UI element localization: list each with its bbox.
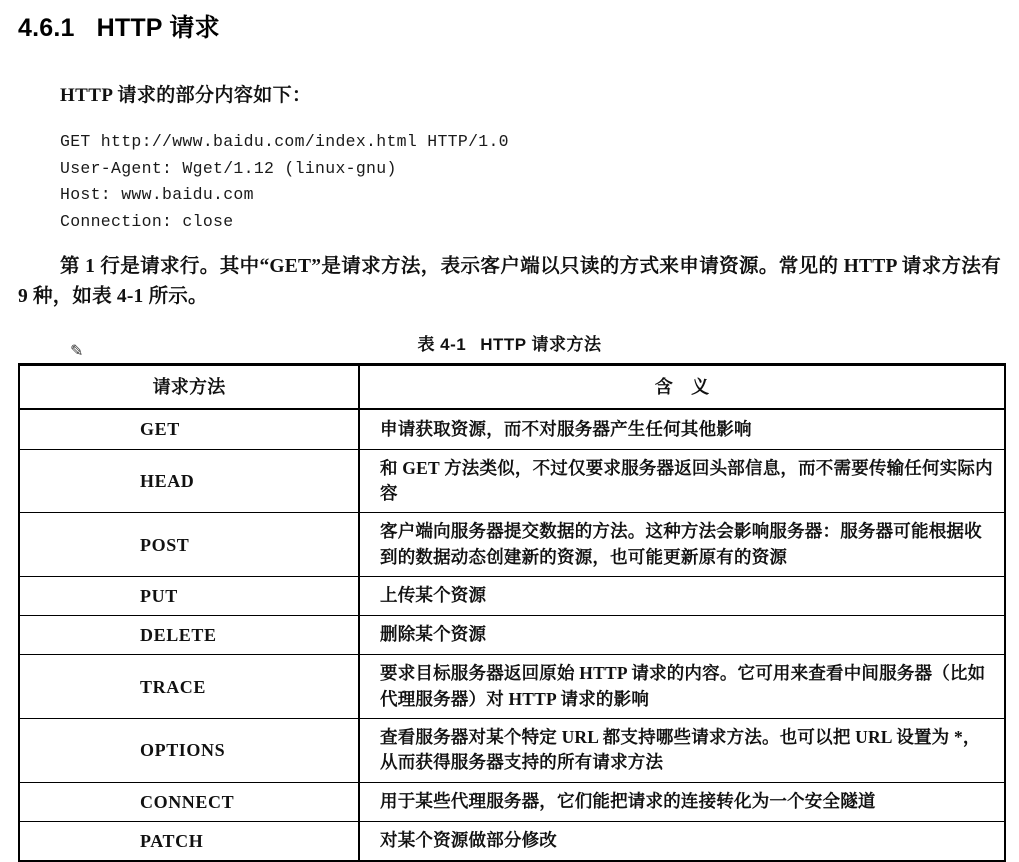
table-cell-meaning: 对某个资源做部分修改 — [359, 821, 1005, 861]
table-header-meaning: 含 义 — [359, 365, 1005, 410]
table-cell-method: CONNECT — [19, 782, 359, 821]
table-row — [19, 449, 1005, 513]
table-row — [19, 655, 1005, 719]
table-cell-meaning: 和 GET 方法类似，不过仅要求服务器返回头部信息，而不需要传输任何实际内容 — [359, 449, 1005, 513]
table-cell-meaning: 删除某个资源 — [359, 616, 1005, 655]
table-cell-meaning: 查看服务器对某个特定 URL 都支持哪些请求方法。也可以把 URL 设置为 *，从而获得服务器支持的所有请求方法 — [359, 718, 1005, 782]
document-page — [0, 8, 1019, 851]
table-row — [19, 782, 1005, 821]
table-cell-method: TRACE — [19, 655, 359, 719]
table-cell-meaning: 申请获取资源，而不对服务器产生任何其他影响 — [359, 409, 1005, 449]
table-caption-number: 表 4-1 — [417, 335, 467, 355]
body-paragraph: 第 1 行是请求行。其中“GET”是请求方法，表示客户端以只读的方式来申请资源。常见的 HTTP 请求方法有 9 种，如表 4-1 所示。 — [18, 255, 1001, 308]
section-number: 4.6.1 — [18, 14, 75, 42]
table-row — [19, 577, 1005, 616]
code-line-3: Host: www.baidu.com — [60, 185, 254, 205]
table-cell-method: PUT — [19, 577, 359, 616]
table-row — [19, 616, 1005, 655]
table-cell-method: PATCH — [19, 821, 359, 861]
table-cell-method: OPTIONS — [19, 718, 359, 782]
intro-paragraph: HTTP 请求的部分内容如下： — [60, 85, 312, 106]
page-title — [18, 8, 1019, 44]
table-cell-meaning: 客户端向服务器提交数据的方法。这种方法会影响服务器：服务器可能根据收到的数据动态创建新的资源，也可能更新原有的资源 — [359, 513, 1005, 577]
code-line-1: GET http://www.baidu.com/index.html HTTP/1.0 — [60, 132, 509, 151]
table-row — [19, 718, 1005, 782]
table-cell-method: GET — [19, 409, 359, 449]
cursor-icon: ✎ — [70, 341, 84, 360]
http-methods-table — [18, 363, 1006, 862]
table-cell-meaning: 要求目标服务器返回原始 HTTP 请求的内容。它可用来查看中间服务器（比如代理服务器）对 HTTP 请求的影响 — [359, 655, 1005, 719]
table-row — [19, 409, 1005, 449]
table-cell-method: HEAD — [19, 449, 359, 513]
http-request-code-block — [60, 129, 1019, 236]
table-cell-meaning: 用于某些代理服务器，它们能把请求的连接转化为一个安全隧道 — [359, 782, 1005, 821]
table-cell-method: POST — [19, 513, 359, 577]
table-cell-meaning: 上传某个资源 — [359, 577, 1005, 616]
table-cell-method: DELETE — [19, 616, 359, 655]
table-caption — [0, 330, 1019, 355]
table-caption-title: HTTP 请求方法 — [480, 335, 602, 355]
table-header-method: 请求方法 — [19, 365, 359, 410]
code-line-4: Connection: close — [60, 212, 234, 232]
table-header-row — [19, 365, 1005, 410]
table-row — [19, 821, 1005, 861]
section-title-text: HTTP 请求 — [96, 14, 220, 42]
code-line-2: User-Agent: Wget/1.12 (linux-gnu) — [60, 158, 397, 178]
table-row — [19, 513, 1005, 577]
